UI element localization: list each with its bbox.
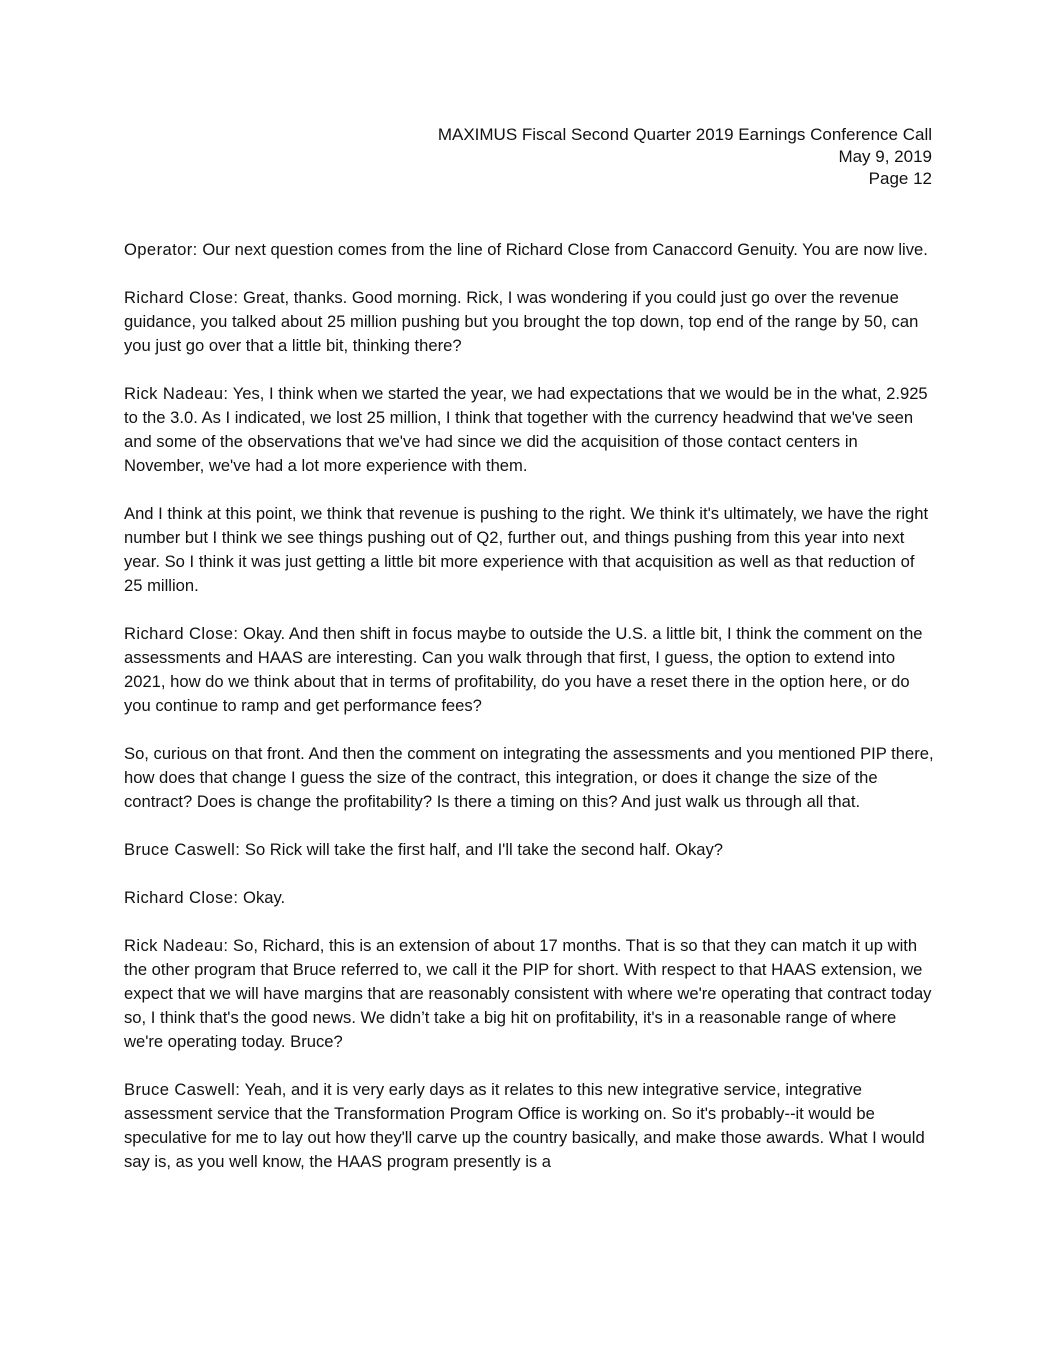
paragraph-text: So Rick will take the first half, and I'll take the second half. Okay? xyxy=(240,840,724,859)
speaker-name: Richard Close: xyxy=(124,888,239,907)
header-title: MAXIMUS Fiscal Second Quarter 2019 Earnings Conference Call xyxy=(437,125,932,144)
transcript-paragraph xyxy=(124,934,936,1054)
speaker-name: Rick Nadeau: xyxy=(124,936,229,955)
paragraph-text: Yeah, and it is very early days as it relates to this new integrative service, integrative assessment service that the Transformation Program Office is working on. So it's probably--it would be speculative for me to lay out how they'll carve up the country basically, and make those awards. What I would say is, as you well know, the HAAS program presently is a xyxy=(124,1080,925,1171)
transcript-paragraph xyxy=(124,238,936,262)
paragraph-text: And I think at this point, we think that revenue is pushing to the right. We think it's ultimately, we have the right number but I think we see things pushing out of Q2, further out, and things pushing from this year into next year. So I think it was just getting a little bit more experience with that acquisition as well as that reduction of 25 million. xyxy=(124,504,929,595)
paragraph-text: So, curious on that front. And then the comment on integrating the assessments and you mentioned PIP there, how does that change I guess the size of the contract, this integration, or does it change the size of the contract? Does is change the profitability? Is there a timing on this? And just walk us through all that. xyxy=(124,744,934,811)
speaker-name: Operator: xyxy=(124,240,198,259)
paragraph-text: Yes, I think when we started the year, we had expectations that we would be in the what, 2.925 to the 3.0. As I indicated, we lost 25 million, I think that together with the currency headwind that we've seen and some of the observations that we've had since we did the acquisition of those contact centers in November, we've had a lot more experience with them. xyxy=(124,384,928,475)
paragraph-text: Okay. xyxy=(238,888,286,907)
speaker-name: Bruce Caswell: xyxy=(124,840,241,859)
page-header xyxy=(438,124,932,190)
transcript-body xyxy=(124,238,936,1198)
transcript-paragraph xyxy=(124,886,936,910)
speaker-name: Rick Nadeau: xyxy=(124,384,229,403)
header-page-number: Page 12 xyxy=(868,169,932,188)
paragraph-text: Okay. And then shift in focus maybe to outside the U.S. a little bit, I think the comment on the assessments and HAAS are interesting. Can you walk through that first, I guess, the option to extend into 2021, how do we think about that in terms of profitability, do you have a reset there in the option here, or do you continue to ramp and get performance fees? xyxy=(124,624,923,715)
paragraph-text: Our next question comes from the line of Richard Close from Canaccord Genuity. You are now live. xyxy=(197,240,928,259)
transcript-paragraph xyxy=(124,502,936,598)
transcript-paragraph xyxy=(124,382,936,478)
paragraph-text: So, Richard, this is an extension of about 17 months. That is so that they can match it up with the other program that Bruce referred to, we call it the PIP for short. With respect to that HAAS extension, we expect that we will have margins that are reasonably consistent with where we're operating that contract today so, I think that's the good news. We didn’t take a big hit on profitability, it's in a reasonable range of where we're operating today. Bruce? xyxy=(124,936,932,1051)
transcript-paragraph xyxy=(124,1078,936,1174)
paragraph-text: Great, thanks. Good morning. Rick, I was wondering if you could just go over the revenue guidance, you talked about 25 million pushing but you brought the top down, top end of the range by 50, can you just go over that a little bit, thinking there? xyxy=(124,288,919,355)
transcript-paragraph xyxy=(124,838,936,862)
header-date: May 9, 2019 xyxy=(838,147,932,166)
speaker-name: Richard Close: xyxy=(124,624,239,643)
speaker-name: Richard Close: xyxy=(124,288,239,307)
transcript-paragraph xyxy=(124,286,936,358)
transcript-paragraph xyxy=(124,742,936,814)
transcript-paragraph xyxy=(124,622,936,718)
speaker-name: Bruce Caswell: xyxy=(124,1080,241,1099)
